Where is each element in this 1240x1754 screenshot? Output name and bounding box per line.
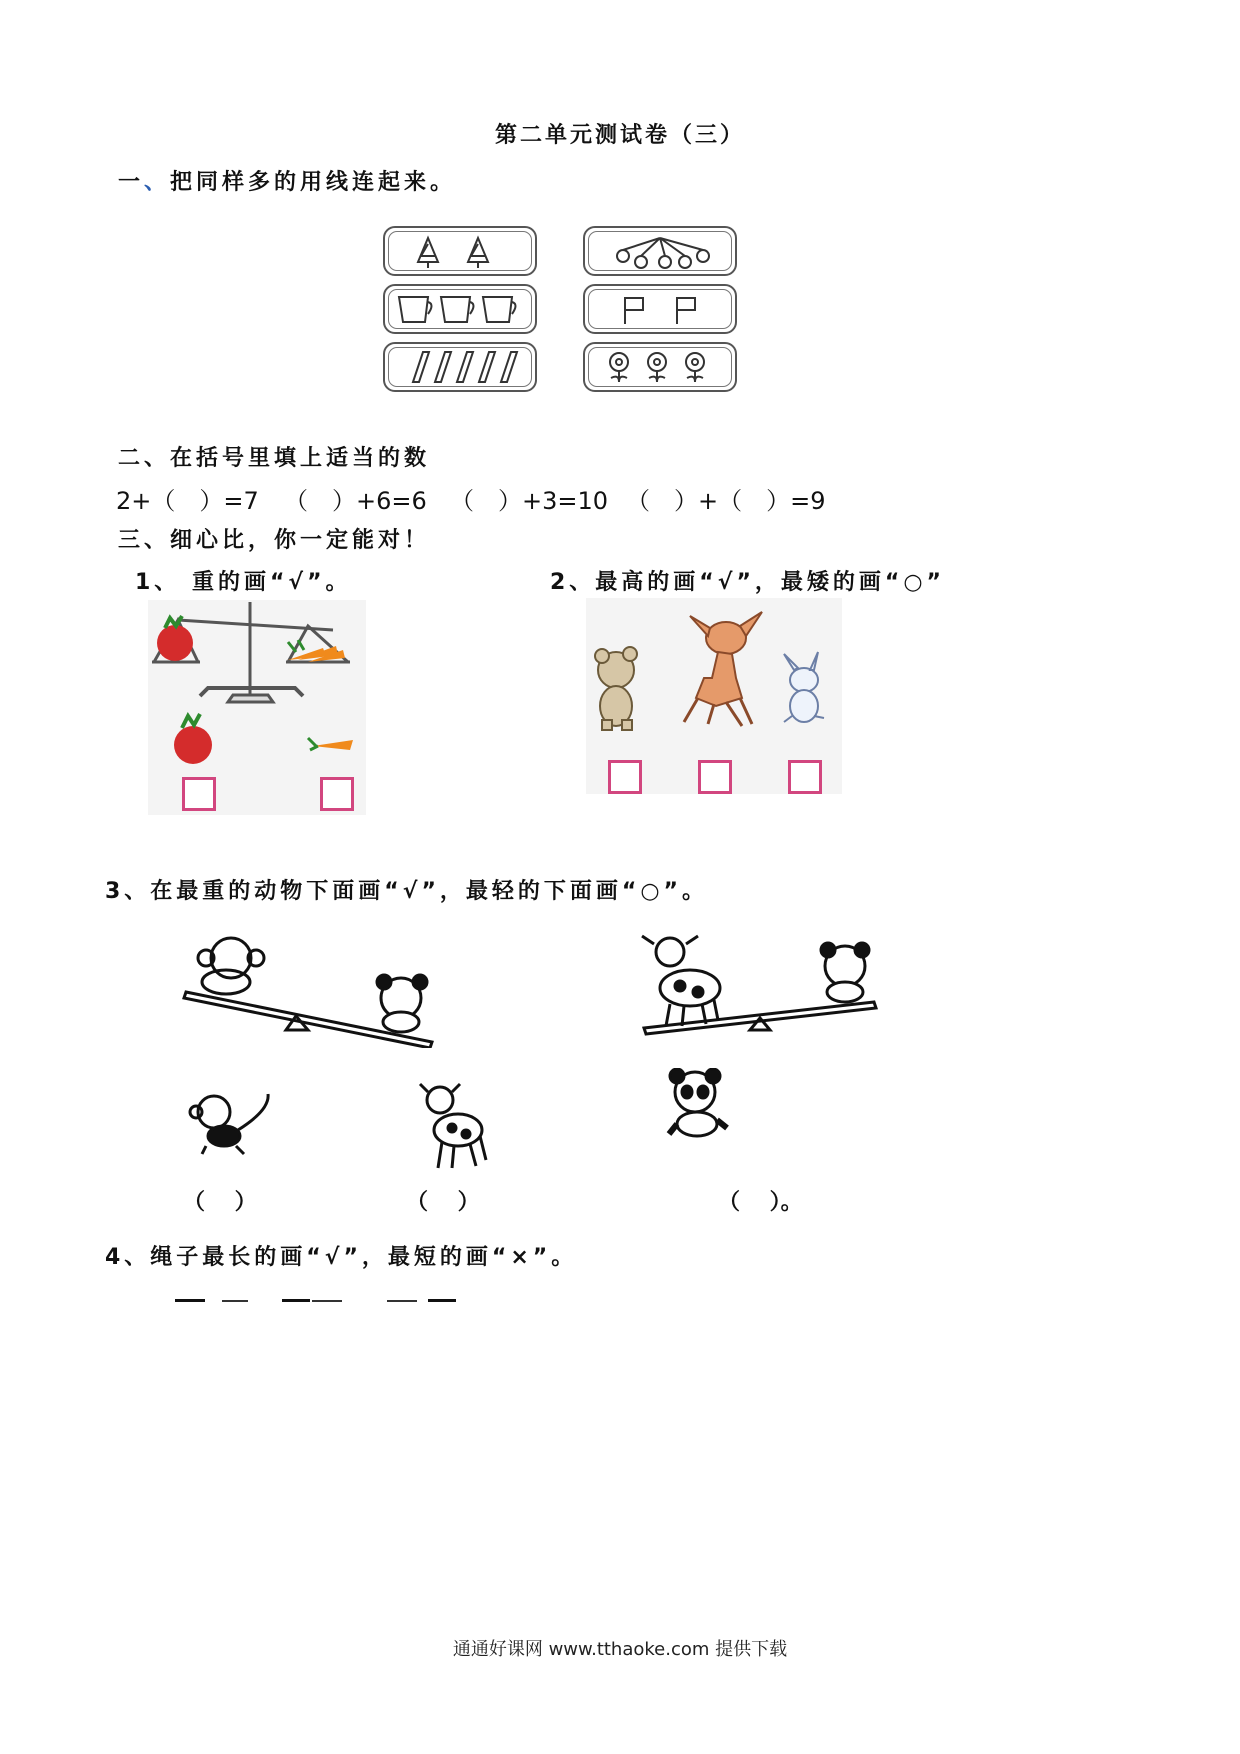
seesaw-icon [176,930,446,1048]
equation-4[interactable]: （ ）+（ ）=9 [626,487,826,515]
panda-icon [663,1068,733,1144]
deer-checkbox[interactable] [698,760,732,794]
flower-icon [585,344,735,390]
question-3: 3、在最重的动物下面画“√”，最轻的下面画“○”。 [105,879,709,904]
rabbit-checkbox[interactable] [788,760,822,794]
cup-group[interactable] [383,284,537,334]
deer-icon [418,1080,494,1170]
stick-icon [385,344,535,390]
page-footer: 通通好课网 www.tthaoke.com 提供下载 [452,1639,788,1660]
rope-2a [282,1299,310,1302]
rope-3a [387,1300,417,1302]
tree-group[interactable] [383,226,537,276]
section2-heading: 二、在括号里填上适当的数 [118,446,431,471]
monkey-icon [186,1090,278,1156]
cherry-group[interactable] [583,226,737,276]
section1-heading-dot: 、 [144,170,171,195]
answer-monkey[interactable]: （ ） [183,1190,257,1215]
rope-2b [312,1300,342,1302]
seesaw-deer-panda [640,930,880,1040]
rope-1b [222,1300,248,1302]
rope-1a [175,1299,205,1302]
panda-figure [663,1068,733,1144]
question-4: 4、绳子最长的画“√”，最短的画“×”。 [105,1245,578,1270]
answer-deer[interactable]: （ ） [406,1190,480,1215]
equation-2[interactable]: （ ）+6=6 [284,487,427,515]
equation-3[interactable]: （ ）+3=10 [450,487,609,515]
section1-heading [118,165,456,196]
radish-checkbox[interactable] [182,777,216,811]
equation-1[interactable]: 2+（ ）=7 [116,487,259,515]
answer-panda[interactable]: （ ）。 [718,1190,803,1215]
bear-icon [595,647,637,730]
deer-icon [684,612,762,726]
monkey-figure [186,1090,278,1156]
seesaw-icon [640,930,880,1040]
rabbit-icon [784,652,824,722]
seesaw-monkey-panda [176,930,446,1048]
section3-heading: 三、细心比，你一定能对！ [118,528,431,553]
cup-icon [385,286,535,332]
bear-checkbox[interactable] [608,760,642,794]
page-title: 第二单元测试卷（三） [494,123,745,148]
flag-icon [585,286,735,332]
flag-group[interactable] [583,284,737,334]
question-1: 1、 重的画“√”。 [135,570,352,595]
flower-group[interactable] [583,342,737,392]
deer-figure [418,1080,494,1170]
tree-icon [385,228,535,274]
rope-3b [428,1299,456,1302]
cherry-icon [585,228,735,274]
stick-group[interactable] [383,342,537,392]
carrot-checkbox[interactable] [320,777,354,811]
section1-heading-text: 把同样多的用线连起来。 [170,170,457,195]
section1-heading-num: 一 [118,170,145,195]
question-2: 2、最高的画“√”，最矮的画“○” [550,570,946,595]
